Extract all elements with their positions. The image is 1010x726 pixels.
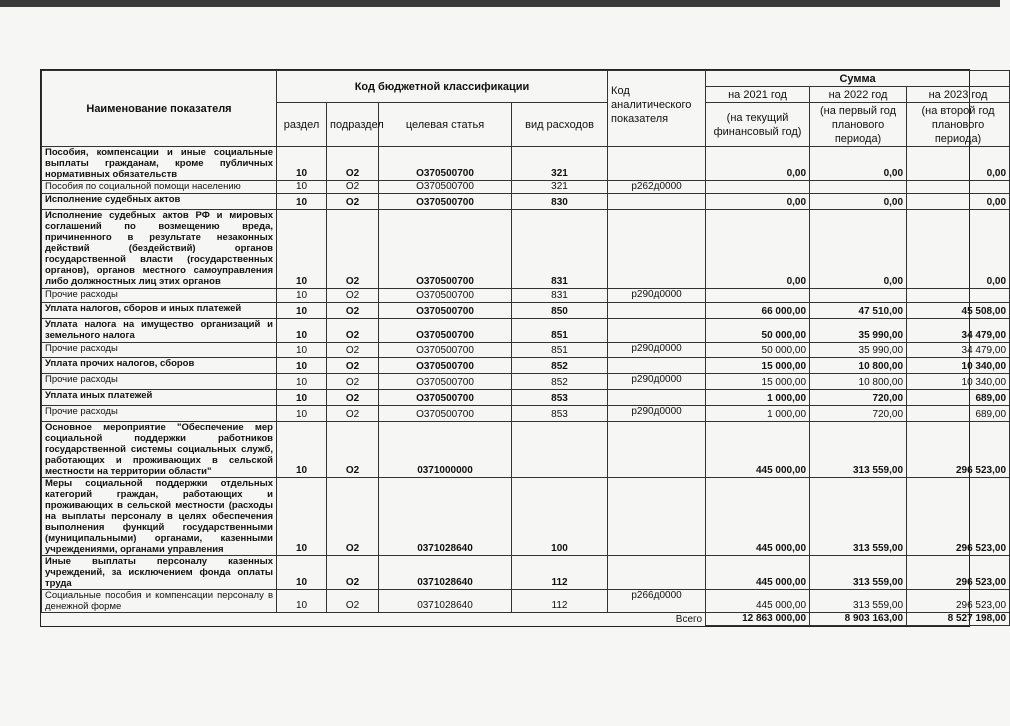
row-name: Пособия, компенсации и иные социальные выплаты гражданам, кроме публичных нормативных обязательств: [42, 147, 277, 181]
row-expense-type: 850: [512, 303, 608, 319]
row-sum-2021: [706, 181, 810, 194]
row-target-article: О370500700: [379, 147, 512, 181]
row-analytic-code: [608, 556, 706, 590]
row-sum-2022: [810, 181, 907, 194]
row-sum-2022: 0,00: [810, 210, 907, 289]
row-expense-type: 112: [512, 590, 608, 613]
row-name: Уплата налога на имущество организаций и земельного налога: [42, 319, 277, 343]
row-expense-type: 831: [512, 210, 608, 289]
row-sum-2022: 720,00: [810, 390, 907, 406]
row-razdel: 10: [277, 319, 327, 343]
row-razdel: 10: [277, 358, 327, 374]
row-razdel: 10: [277, 390, 327, 406]
table-row: [42, 319, 1010, 343]
row-analytic-code: [608, 303, 706, 319]
row-target-article: 0371028640: [379, 590, 512, 613]
row-target-article: О370500700: [379, 390, 512, 406]
row-sum-2023: 10 340,00: [907, 374, 1010, 390]
row-expense-type: 830: [512, 194, 608, 210]
table-row: [42, 556, 1010, 590]
total-row: [42, 613, 1010, 626]
row-name: Основное мероприятие "Обеспечение мер социальной поддержки работников государственной системы социальных служб, работающих и проживающих в сельской местности на территории области": [42, 422, 277, 478]
row-podrazdel: О2: [327, 358, 379, 374]
row-expense-type: 852: [512, 358, 608, 374]
table-row: [42, 289, 1010, 303]
row-expense-type: 853: [512, 390, 608, 406]
row-expense-type: 321: [512, 181, 608, 194]
row-sum-2022: [810, 289, 907, 303]
row-name: Исполнение судебных актов РФ и мировых соглашений по возмещению вреда, причиненного в результате незаконных действий (бездействий) органов государственной власти (государственных органов), органов местного самоуправления либо должностных лиц этих органов: [42, 210, 277, 289]
row-target-article: О370500700: [379, 210, 512, 289]
row-sum-2021: 50 000,00: [706, 343, 810, 358]
row-razdel: 10: [277, 406, 327, 422]
row-analytic-code: [608, 390, 706, 406]
row-target-article: О370500700: [379, 194, 512, 210]
row-podrazdel: О2: [327, 194, 379, 210]
row-sum-2023: 296 523,00: [907, 556, 1010, 590]
row-razdel: 10: [277, 210, 327, 289]
total-2023: 8 527 198,00: [907, 613, 1010, 626]
row-name: Уплата прочих налогов, сборов: [42, 358, 277, 374]
row-analytic-code: р290д0000: [608, 289, 706, 303]
row-analytic-code: [608, 210, 706, 289]
row-podrazdel: О2: [327, 478, 379, 556]
row-sum-2021: 445 000,00: [706, 478, 810, 556]
row-name: Исполнение судебных актов: [42, 194, 277, 210]
row-name: Иные выплаты персоналу казенных учреждений, за исключением фонда оплаты труда: [42, 556, 277, 590]
row-target-article: О370500700: [379, 406, 512, 422]
col-header-2023-sub: (на второй год планового периода): [907, 103, 1010, 147]
row-sum-2021: 0,00: [706, 210, 810, 289]
row-sum-2023: [907, 289, 1010, 303]
row-name: Прочие расходы: [42, 406, 277, 422]
row-razdel: 10: [277, 590, 327, 613]
row-razdel: 10: [277, 303, 327, 319]
row-podrazdel: О2: [327, 406, 379, 422]
row-sum-2023: 296 523,00: [907, 590, 1010, 613]
row-expense-type: 851: [512, 319, 608, 343]
row-target-article: О370500700: [379, 358, 512, 374]
col-header-name: Наименование показателя: [42, 71, 277, 147]
table-row: [42, 147, 1010, 181]
table-row: [42, 358, 1010, 374]
total-label: Всего: [675, 613, 703, 625]
row-name: Социальные пособия и компенсации персоналу в денежной форме: [42, 590, 277, 613]
row-analytic-code: р266д0000: [608, 590, 706, 613]
row-expense-type: [512, 422, 608, 478]
row-podrazdel: О2: [327, 390, 379, 406]
row-name: Прочие расходы: [42, 374, 277, 390]
row-sum-2022: 720,00: [810, 406, 907, 422]
row-razdel: 10: [277, 343, 327, 358]
total-2022: 8 903 163,00: [810, 613, 907, 626]
col-header-2022: на 2022 год: [810, 87, 907, 103]
row-sum-2023: 0,00: [907, 147, 1010, 181]
table-body: [42, 147, 1010, 613]
row-sum-2022: 313 559,00: [810, 478, 907, 556]
row-expense-type: 321: [512, 147, 608, 181]
col-header-summa: Сумма: [706, 71, 1010, 87]
row-name: Прочие расходы: [42, 343, 277, 358]
row-sum-2023: 0,00: [907, 194, 1010, 210]
row-sum-2021: [706, 289, 810, 303]
row-analytic-code: [608, 358, 706, 374]
row-sum-2022: 10 800,00: [810, 374, 907, 390]
row-sum-2022: 0,00: [810, 194, 907, 210]
row-sum-2021: 1 000,00: [706, 406, 810, 422]
row-analytic-code: р290д0000: [608, 406, 706, 422]
row-podrazdel: О2: [327, 422, 379, 478]
budget-table: [41, 70, 1010, 626]
row-razdel: 10: [277, 374, 327, 390]
row-sum-2021: 1 000,00: [706, 390, 810, 406]
table-row: [42, 374, 1010, 390]
row-target-article: О370500700: [379, 374, 512, 390]
row-podrazdel: О2: [327, 556, 379, 590]
row-razdel: 10: [277, 147, 327, 181]
row-sum-2023: [907, 181, 1010, 194]
col-header-2021: на 2021 год: [706, 87, 810, 103]
row-sum-2022: 47 510,00: [810, 303, 907, 319]
row-podrazdel: О2: [327, 181, 379, 194]
row-sum-2021: 445 000,00: [706, 422, 810, 478]
row-sum-2023: 34 479,00: [907, 319, 1010, 343]
total-2021: 12 863 000,00: [706, 613, 810, 626]
row-name: Меры социальной поддержки отдельных категорий граждан, работающих и проживающих в сельской местности (расходы на выплаты персоналу в целях обеспечения выполнения функций государственными (муниципальными) органами, казенными учреждениями, органами управления: [42, 478, 277, 556]
row-target-article: 0371000000: [379, 422, 512, 478]
row-sum-2022: 0,00: [810, 147, 907, 181]
row-razdel: 10: [277, 556, 327, 590]
row-sum-2022: 10 800,00: [810, 358, 907, 374]
col-header-expense-type: вид расходов: [512, 103, 608, 147]
col-header-analytic-code: Код аналитического показателя: [608, 71, 706, 147]
table-row: [42, 343, 1010, 358]
row-target-article: О370500700: [379, 289, 512, 303]
row-sum-2023: 689,00: [907, 390, 1010, 406]
col-header-2023: на 2023 год: [907, 87, 1010, 103]
table-row: [42, 406, 1010, 422]
row-sum-2021: 0,00: [706, 147, 810, 181]
row-sum-2021: 0,00: [706, 194, 810, 210]
row-podrazdel: О2: [327, 289, 379, 303]
row-sum-2023: 10 340,00: [907, 358, 1010, 374]
table-row: [42, 181, 1010, 194]
row-expense-type: 831: [512, 289, 608, 303]
row-analytic-code: [608, 319, 706, 343]
table-row: [42, 590, 1010, 613]
row-podrazdel: О2: [327, 319, 379, 343]
table-row: [42, 194, 1010, 210]
col-header-razdel: раздел: [277, 103, 327, 147]
row-analytic-code: р290д0000: [608, 343, 706, 358]
col-header-2021-sub: (на текущий финансовый год): [706, 103, 810, 147]
budget-table-container: [40, 69, 1007, 627]
row-sum-2022: 35 990,00: [810, 319, 907, 343]
row-sum-2023: 0,00: [907, 210, 1010, 289]
scan-top-edge: [0, 0, 1000, 7]
row-analytic-code: [608, 422, 706, 478]
row-target-article: 0371028640: [379, 478, 512, 556]
table-row: [42, 390, 1010, 406]
row-expense-type: 112: [512, 556, 608, 590]
row-sum-2023: 34 479,00: [907, 343, 1010, 358]
col-header-target-article: целевая статья: [379, 103, 512, 147]
row-sum-2021: 15 000,00: [706, 358, 810, 374]
row-podrazdel: О2: [327, 590, 379, 613]
row-target-article: О370500700: [379, 181, 512, 194]
row-razdel: 10: [277, 194, 327, 210]
row-target-article: 0371028640: [379, 556, 512, 590]
row-sum-2021: 15 000,00: [706, 374, 810, 390]
row-sum-2022: 313 559,00: [810, 422, 907, 478]
table-row: [42, 303, 1010, 319]
row-sum-2023: 45 508,00: [907, 303, 1010, 319]
row-sum-2022: 313 559,00: [810, 590, 907, 613]
row-sum-2021: 66 000,00: [706, 303, 810, 319]
row-podrazdel: О2: [327, 343, 379, 358]
row-analytic-code: р290д0000: [608, 374, 706, 390]
row-sum-2022: 313 559,00: [810, 556, 907, 590]
row-sum-2023: 689,00: [907, 406, 1010, 422]
row-target-article: О370500700: [379, 343, 512, 358]
row-razdel: 10: [277, 181, 327, 194]
row-analytic-code: [608, 478, 706, 556]
table-row: [42, 422, 1010, 478]
row-target-article: О370500700: [379, 303, 512, 319]
row-expense-type: 100: [512, 478, 608, 556]
table-row: [42, 210, 1010, 289]
row-sum-2021: 50 000,00: [706, 319, 810, 343]
row-name: Пособия по социальной помощи населению: [42, 181, 277, 194]
row-analytic-code: р262д0000: [608, 181, 706, 194]
row-expense-type: 851: [512, 343, 608, 358]
row-podrazdel: О2: [327, 374, 379, 390]
row-analytic-code: [608, 147, 706, 181]
table-row: [42, 478, 1010, 556]
row-sum-2022: 35 990,00: [810, 343, 907, 358]
col-header-kbk: Код бюджетной классификации: [277, 71, 608, 103]
row-name: Уплата налогов, сборов и иных платежей: [42, 303, 277, 319]
row-target-article: О370500700: [379, 319, 512, 343]
row-analytic-code: [608, 194, 706, 210]
row-name: Уплата иных платежей: [42, 390, 277, 406]
row-sum-2023: 296 523,00: [907, 478, 1010, 556]
row-razdel: 10: [277, 478, 327, 556]
row-name: Прочие расходы: [42, 289, 277, 303]
row-expense-type: 852: [512, 374, 608, 390]
row-razdel: 10: [277, 422, 327, 478]
row-razdel: 10: [277, 289, 327, 303]
row-podrazdel: О2: [327, 303, 379, 319]
row-sum-2021: 445 000,00: [706, 590, 810, 613]
row-expense-type: 853: [512, 406, 608, 422]
row-podrazdel: О2: [327, 210, 379, 289]
row-podrazdel: О2: [327, 147, 379, 181]
col-header-podrazdel: подраздел: [327, 103, 379, 147]
row-sum-2021: 445 000,00: [706, 556, 810, 590]
col-header-2022-sub: (на первый год планового периода): [810, 103, 907, 147]
row-sum-2023: 296 523,00: [907, 422, 1010, 478]
